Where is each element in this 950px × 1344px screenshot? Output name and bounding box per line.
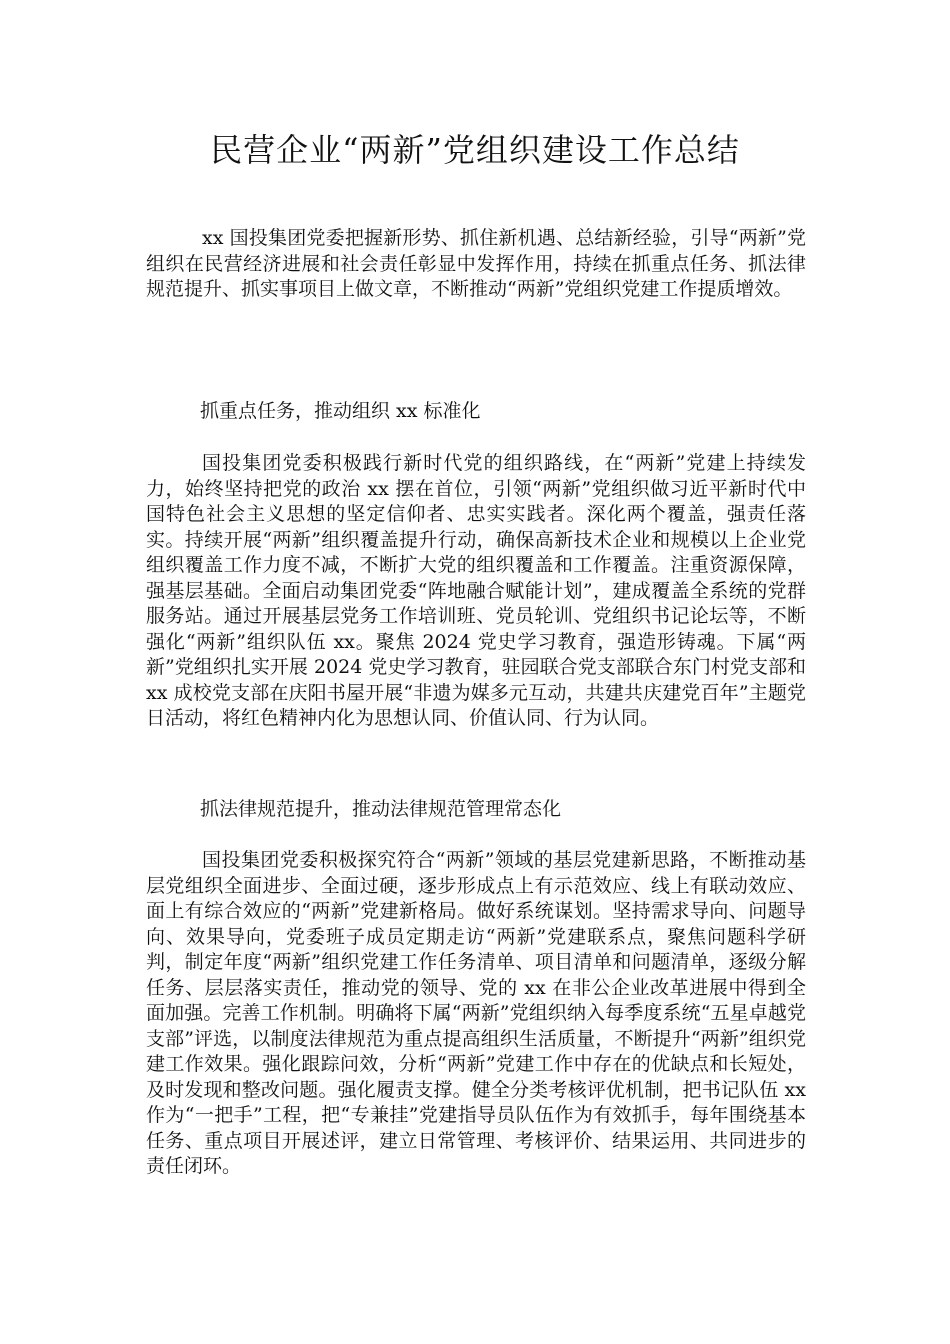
section-heading-1: 抓重点任务，推动组织 xx 标准化 [200,400,481,422]
section-heading-2: 抓法律规范提升，推动法律规范管理常态化 [200,798,562,820]
section-paragraph-2: 国投集团党委积极探究符合“两新”领域的基层党建新思路，不断推动基层党组织全面进步、全面过硬，逐步形成点上有示范效应、线上有联动效应、面上有综合效应的“两新”党建新格局。做好系统谋划。坚持需求导向、问题导向、效果导向，党委班子成员定期走访“两新”党建联系点，聚焦问题科学研判，制定年度“两新”组织党建工作任务清单、项目清单和问题清单，逐级分解任务、层层落实责任，推动党的领导、党的 xx 在非公企业改革进展中得到全面加强。完善工作机制。明确将下属“两新”党组织纳入每季度系统“五星卓越党支部”评选，以制度法律规范为重点提高组织生活质量，不断提升“两新”组织党建工作效果。强化跟踪问效，分析“两新”党建工作中存在的优缺点和长短处，及时发现和整改问题。强化履责支撑。健全分类考核评优机制，把书记队伍 xx 作为“一把手”工程，把“专兼挂”党建指导员队伍作为有效抓手，每年围绕基本任务、重点项目开展述评，建立日常管理、考核评价、结果运用、共同进步的责任闭环。 [146,849,806,1177]
intro-paragraph: xx 国投集团党委把握新形势、抓住新机遇、总结新经验，引导“两新”党组织在民营经济进展和社会责任彰显中发挥作用，持续在抓重点任务、抓法律规范提升、抓实事项目上做文章，不断推动“两新”党组织党建工作提质增效。 [146,227,806,300]
section-paragraph-1: 国投集团党委积极践行新时代党的组织路线，在“两新”党建上持续发力，始终坚持把党的政治 xx 摆在首位，引领“两新”党组织做习近平新时代中国特色社会主义思想的坚定信仰者、忠实实践者。深化两个覆盖，强责任落实。持续开展“两新”组织覆盖提升行动，确保高新技术企业和规模以上企业党组织覆盖工作力度不减，不断扩大党的组织覆盖和工作覆盖。注重资源保障，强基层基础。全面启动集团党委“阵地融合赋能计划”，建成覆盖全系统的党群服务站。通过开展基层党务工作培训班、党员轮训、党组织书记论坛等，不断强化“两新”组织队伍 xx。聚焦 2024 党史学习教育，强造形铸魂。下属“两新”党组织扎实开展 2024 党史学习教育，驻园联合党支部联合东门村党支部和 xx 成校党支部在庆阳书屋开展“非遗为媒多元互动，共建共庆建党百年”主题党日活动，将红色精神内化为思想认同、价值认同、行为认同。 [146,452,806,729]
document-title: 民营企业“两新”党组织建设工作总结 [210,131,740,169]
